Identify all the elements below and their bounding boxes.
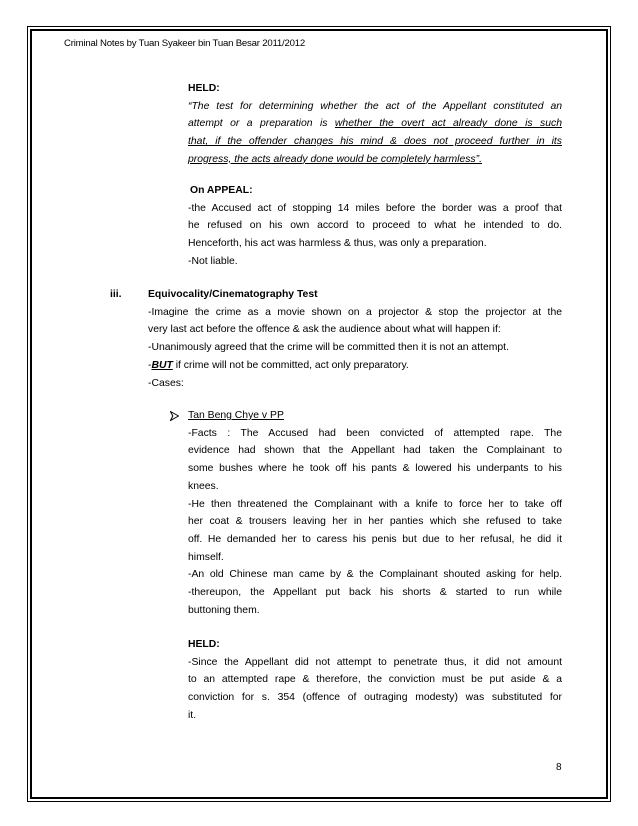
facts-line: -thereupon, the Appellant put back his shorts & started to run while [188,587,562,599]
held-quote-line-4: progress, the acts already done would be completely harmless”. [188,153,482,165]
facts-line: evidence had shown that the Appellant had taken the Complainant to [188,445,562,457]
case-name: Tan Beng Chye v PP [188,410,284,421]
facts-line: off. He demanded her to caress his penis but due to her refusal, he did it [188,533,562,545]
held-line: it. [188,709,197,721]
facts-line: -Facts : The Accused had been convicted of attempted rape. The [188,427,562,439]
page-number: 8 [556,762,562,773]
held-line: to an attempted rape & therefore, the conviction must be put aside & a [188,674,562,686]
held-quote-underlined: whether the overt act already done is such [334,118,562,130]
appeal-line-1: -the Accused act of stopping 14 miles before the border was a proof that [188,202,562,214]
section-line-2: very last act before the offence & ask the audience about what will happen if: [148,324,501,336]
section-line-3: -Unanimously agreed that the crime will be committed then it is not an attempt. [148,342,509,354]
held-heading: HELD: [188,83,220,94]
held-line: conviction for s. 354 (offence of outraging modesty) was substituted for [188,692,562,704]
held-quote-line-1: “The test for determining whether the act of the Appellant constituted an [188,100,562,112]
held-block [188,80,562,169]
section-iii-block [148,286,562,392]
section-title: Equivocality/Cinematography Test [148,289,318,300]
held-line: -Since the Appellant did not attempt to penetrate thus, it did not amount [188,656,562,668]
section-numeral: iii. [110,289,122,300]
page-header: Criminal Notes by Tuan Syakeer bin Tuan Besar 2011/2012 [64,38,306,49]
case-held-block [188,636,562,725]
facts-line: some bushes where he took off his pants & lowered his underpants to his [188,463,562,475]
case-held-heading: HELD: [188,639,220,650]
held-quote-line-3: that, if the offender changes his mind & does not proceed further in its [188,136,562,148]
appeal-heading: On APPEAL: [190,185,253,196]
appeal-block [188,182,562,271]
arrow-bullet-icon-svg [170,411,179,421]
facts-line: buttoning them. [188,604,260,616]
arrow-bullet-icon [170,411,179,424]
held-quote-line-2: attempt or a preparation is whether the overt act already done is such [188,118,562,130]
facts-line: her coat & trousers leaving her in her panties which she refused to take [188,516,562,528]
case-block [188,407,562,619]
appeal-line-3: Henceforth, his act was harmless & thus, was only a preparation. [188,238,487,250]
facts-line: -He then threatened the Complainant with a knife to force her to take off [188,498,562,510]
section-line-5: -Cases: [148,377,184,389]
appeal-line-2: he refused on his own accord to proceed to what he intended to do. [188,220,562,232]
appeal-line-4: -Not liable. [188,255,238,267]
section-line-1: -Imagine the crime as a movie shown on a projector & stop the projector at the [148,306,562,318]
but-emphasis: BUT [151,359,173,371]
facts-line: knees. [188,480,219,492]
facts-line: -An old Chinese man came by & the Complainant shouted asking for help. [188,569,562,581]
facts-line: himself. [188,551,224,563]
section-line-4: -BUT if crime will not be committed, act only preparatory. [148,359,409,371]
